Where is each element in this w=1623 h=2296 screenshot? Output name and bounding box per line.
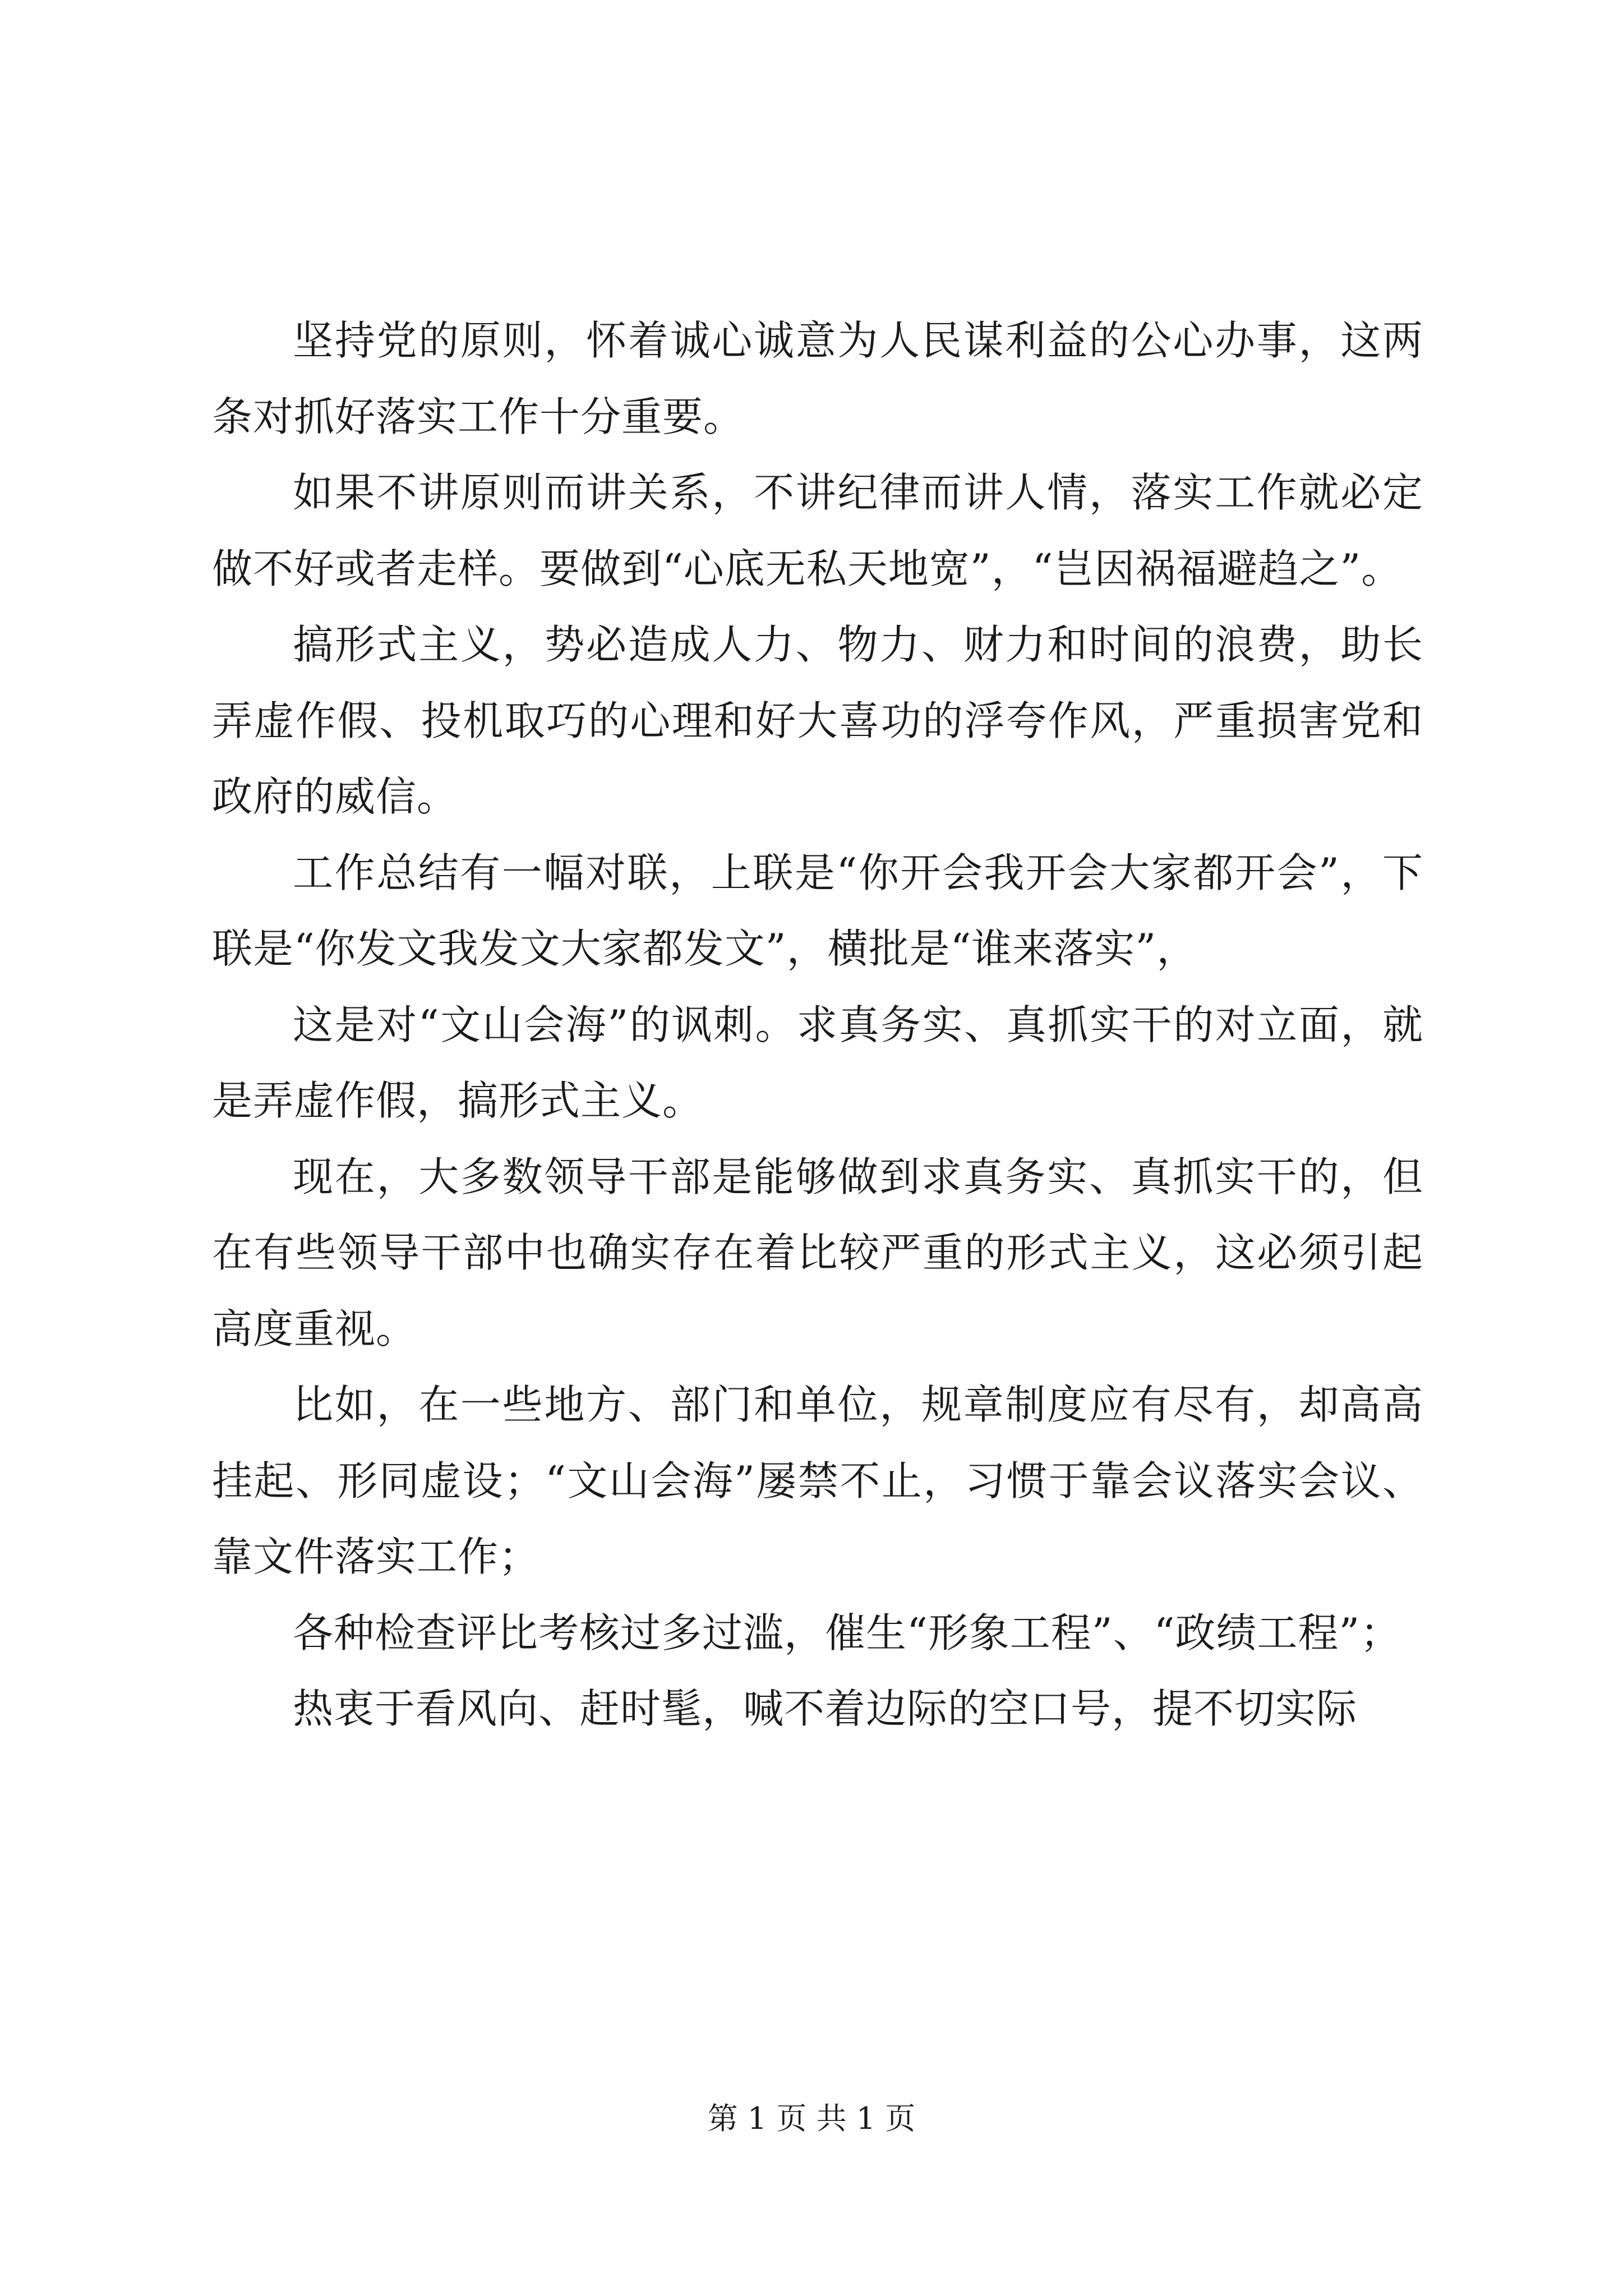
document-body xyxy=(212,303,1423,1747)
paragraph: 搞形式主义，势必造成人力、物力、财力和时间的浪费，助长弄虚作假、投机取巧的心理和好大喜功的浮夸作风，严重损害党和政府的威信。 xyxy=(212,621,1423,820)
paragraph: 坚持党的原则，怀着诚心诚意为人民谋利益的公心办事，这两条对抓好落实工作十分重要。 xyxy=(212,317,1423,440)
paragraph: 各种检查评比考核过多过滥，催生“形象工程”、“政绩工程”； xyxy=(293,1609,1401,1657)
paragraph: 这是对“文山会海”的讽刺。求真务实、真抓实干的对立面，就是弄虚作假，搞形式主义。 xyxy=(212,1001,1423,1124)
paragraph: 现在，大多数领导干部是能够做到求真务实、真抓实干的，但在有些领导干部中也确实存在着比较严重的形式主义，这必须引起高度重视。 xyxy=(212,1153,1423,1352)
page-footer: 第 1 页 共 1 页 xyxy=(707,2101,916,2136)
paragraph: 热衷于看风向、赶时髦，喊不着边际的空口号，提不切实际 xyxy=(293,1685,1358,1732)
paragraph: 如果不讲原则而讲关系，不讲纪律而讲人情，落实工作就必定做不好或者走样。要做到“心底无私天地宽”，“岂因祸福避趋之”。 xyxy=(212,469,1423,592)
paragraph: 比如，在一些地方、部门和单位，规章制度应有尽有，却高高挂起、形同虚设；“文山会海”屡禁不止，习惯于靠会议落实会议、靠文件落实工作； xyxy=(212,1381,1423,1580)
paragraph: 工作总结有一幅对联，上联是“你开会我开会大家都开会”，下联是“你发文我发文大家都发文”，横批是“谁来落实”， xyxy=(212,849,1423,972)
